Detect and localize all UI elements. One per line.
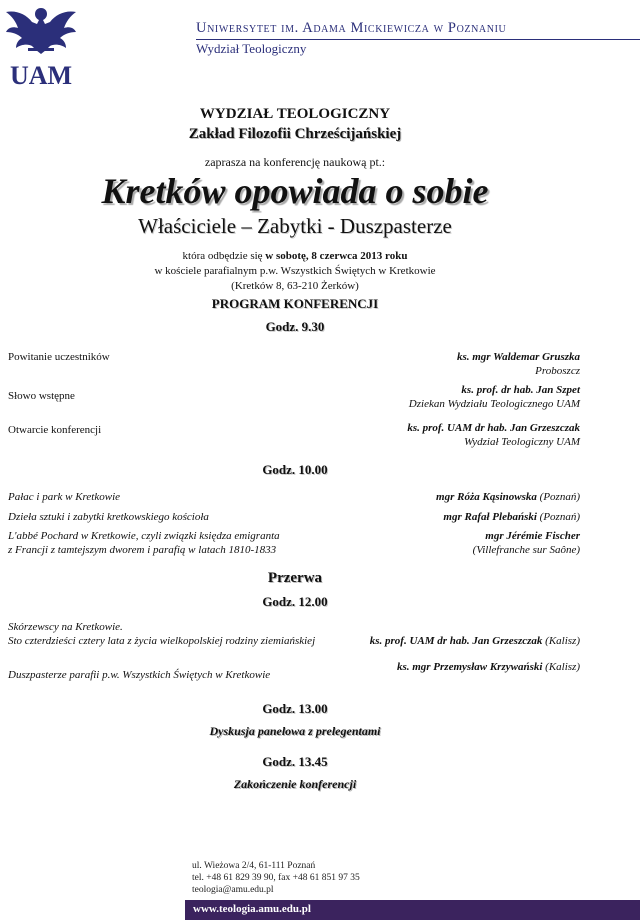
s2-item-1-title: Pałac i park w Kretkowie [8,491,121,503]
s1-item-2-speaker: ks. prof. dr hab. Jan Szpet Dziekan Wydziału Teologicznego UAM [408,384,580,410]
department-heading: WYDZIAŁ TEOLOGICZNY [199,106,391,122]
conference-title: Kretków opowiada o sobie [101,171,489,211]
s1-item-3-title: Otwarcie konferencji [8,424,102,436]
s1-item-2-title: Słowo wstępne [8,390,75,402]
s2-item-2-speaker: mgr Rafał Plebański (Poznań) [443,511,580,523]
s2-item-3-speaker: mgr Jérémie Fischer (Villefranche sur Saône) [472,530,580,556]
unit-heading: Zakład Filozofii Chrześcijańskiej [188,126,402,142]
s3-item-1-speaker: ks. prof. UAM dr hab. Jan Grzeszczak (Kalisz) [369,635,580,647]
venue-line: w kościele parafialnym p.w. Wszystkich Świętych w Kretkowie [154,265,436,277]
conference-subtitle: Właściciele – Zabytki - Duszpasterze [138,214,452,238]
phone-fax: tel. +48 61 829 39 90, fax +48 61 851 97 35 [192,873,360,883]
s2-item-1-speaker: mgr Róża Kąsinowska (Poznań) [436,491,580,503]
date: w sobotę, 8 czerwca 2013 roku [265,250,408,262]
session-5-time: Godz. 13.45 [262,754,328,769]
header-rule [196,39,640,40]
s1-item-1-speaker: ks. mgr Waldemar Gruszka Proboszcz [456,351,580,377]
panel-discussion: Dyskusja panelowa z prelegentami [209,724,381,738]
s1-item-3-speaker: ks. prof. UAM dr hab. Jan Grzeszczak Wydział Teologiczny UAM [407,422,580,448]
uam-eagle-logo [2,2,80,88]
session-4-time: Godz. 13.00 [262,701,328,716]
date-line: która odbędzie się w sobotę, 8 czerwca 2013 roku [182,250,408,262]
s2-item-3-title: L'abbé Pochard w Kretkowie, czyli związki księdza emigranta z Francji z tamtejszym dworem i parafią w latach 1810-1833 [8,530,280,556]
invitation-line: zaprasza na konferencję naukową pt.: [204,155,386,169]
s1-item-1-title: Powitanie uczestników [8,351,110,363]
s3-item-2-title: Duszpasterze parafii p.w. Wszystkich Świętych w Kretkowie [8,669,271,681]
faculty-name: Wydział Teologiczny [196,41,307,56]
footer-bar [185,900,640,920]
street-address: ul. Wieżowa 2/4, 61-111 Poznań [192,861,316,871]
session-2-time: Godz. 10.00 [262,462,328,477]
session-3-time: Godz. 12.00 [262,594,328,609]
university-name: Uniwersytet im. Adama Mickiewicza w Poznaniu [196,20,507,36]
website-link[interactable]: www.teologia.amu.edu.pl [193,903,311,915]
program-heading: PROGRAM KONFERENCJI [211,296,379,311]
email-link[interactable]: teologia@amu.edu.pl [192,885,274,895]
s3-item-2-speaker: ks. mgr Przemysław Krzywański (Kalisz) [396,661,580,673]
s3-item-1-title: Skórzewscy na Kretkowie. Sto czterdzieści cztery lata z życia wielkopolskiej rodziny ziemiańskiej [8,621,316,647]
conference-details [0,249,590,294]
break-heading: Przerwa [267,570,323,586]
logo-wordmark: UAM [9,61,73,88]
s2-item-2-title: Dzieła sztuki i zabytki kretkowskiego kościoła [8,511,209,523]
conference-closing: Zakończenie konferencji [233,777,357,791]
session-1-time: Godz. 9.30 [265,319,325,334]
address-line: (Kretków 8, 63-210 Żerków) [231,280,359,292]
letterhead [0,0,640,92]
footer-address [192,860,360,896]
